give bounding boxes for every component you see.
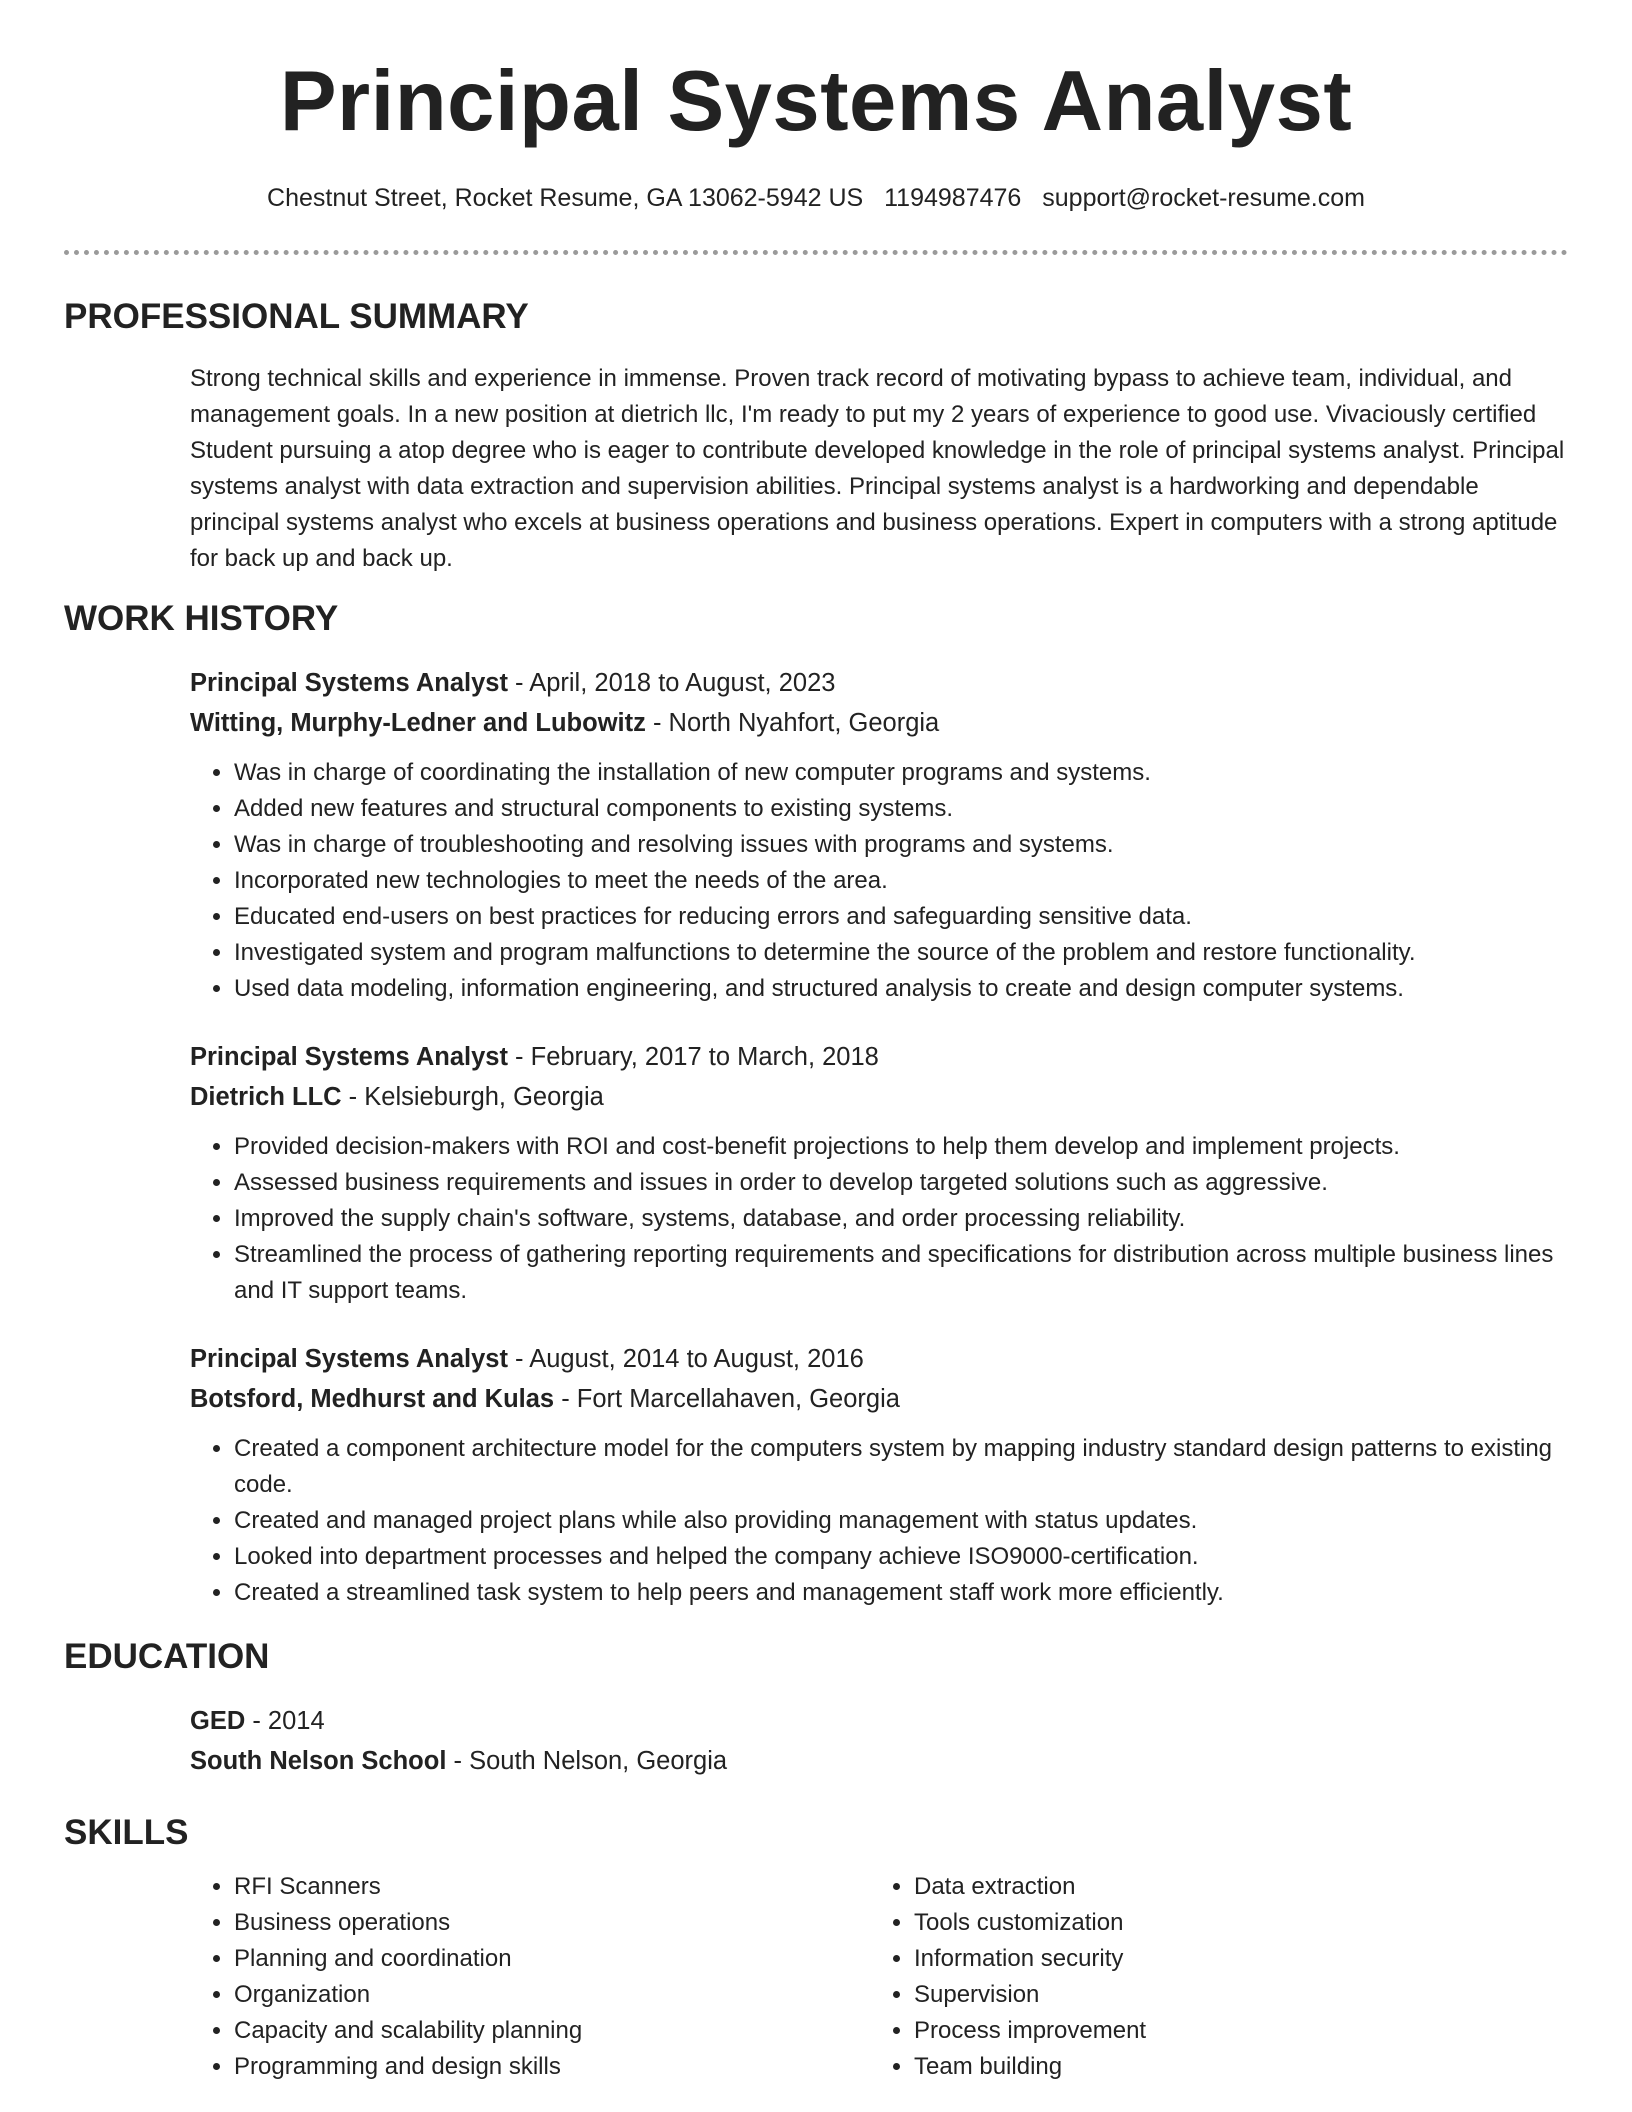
job-location: - Fort Marcellahaven, Georgia xyxy=(554,1385,900,1413)
job-bullets xyxy=(190,1129,1568,1309)
job-location: - North Nyahfort, Georgia xyxy=(645,709,940,737)
skills-column-left xyxy=(190,1869,870,2085)
skills-section xyxy=(64,1811,1568,2085)
job-bullet: • Incorporated new technologies to meet the needs of the area. xyxy=(234,863,1568,899)
job-bullet: • Improved the supply chain's software, systems, database, and order processing reliability. xyxy=(234,1201,1568,1237)
work-history-body xyxy=(64,663,1568,1611)
job-role: Principal Systems Analyst xyxy=(190,669,508,697)
job-bullet: • Was in charge of troubleshooting and resolving issues with programs and systems. xyxy=(234,827,1568,863)
skill-item: • Team building xyxy=(914,2049,1550,2085)
education-year: - 2014 xyxy=(245,1707,325,1735)
job-dates: - February, 2017 to March, 2018 xyxy=(507,1043,879,1071)
job-role: Principal Systems Analyst xyxy=(190,1345,508,1373)
job-company: Witting, Murphy-Ledner and Lubowitz xyxy=(190,709,646,737)
job-bullet: • Assessed business requirements and issues in order to develop targeted solutions such as aggressive. xyxy=(234,1165,1568,1201)
candidate-name: Principal Systems Analyst xyxy=(279,54,1353,149)
job-company: Dietrich LLC xyxy=(190,1083,342,1111)
skill-item: • Process improvement xyxy=(914,2013,1550,2049)
skill-item: • RFI Scanners xyxy=(234,1869,870,1905)
education-body xyxy=(64,1701,1568,1781)
education-section xyxy=(64,1635,1568,1781)
work-history-heading: WORK HISTORY xyxy=(64,599,339,638)
summary-body xyxy=(64,361,1568,577)
job-title-line xyxy=(190,1339,1568,1379)
job-role: Principal Systems Analyst xyxy=(190,1043,508,1071)
skills-heading: SKILLS xyxy=(64,1813,189,1852)
job-company-line xyxy=(190,1077,1568,1117)
job-bullet: • Added new features and structural components to existing systems. xyxy=(234,791,1568,827)
job-bullet: • Investigated system and program malfunctions to determine the source of the problem and restore functionality. xyxy=(234,935,1568,971)
skill-item: • Supervision xyxy=(914,1977,1550,2013)
education-degree-line xyxy=(190,1701,1568,1741)
education-location: - South Nelson, Georgia xyxy=(446,1747,728,1775)
skills-column-right xyxy=(870,1869,1550,2085)
skill-item: • Information security xyxy=(914,1941,1550,1977)
skill-item: • Capacity and scalability planning xyxy=(234,2013,870,2049)
job-entry xyxy=(190,663,1568,1007)
contact-email: support@rocket-resume.com xyxy=(1042,184,1365,212)
job-bullet: • Looked into department processes and helped the company achieve ISO9000-certification. xyxy=(234,1539,1568,1575)
job-bullet: • Educated end-users on best practices for reducing errors and safeguarding sensitive data. xyxy=(234,899,1568,935)
job-bullet: • Used data modeling, information engineering, and structured analysis to create and design computer systems. xyxy=(234,971,1568,1007)
job-company-line xyxy=(190,703,1568,743)
summary-heading: PROFESSIONAL SUMMARY xyxy=(64,297,529,336)
job-company-line xyxy=(190,1379,1568,1419)
contact-address: Chestnut Street, Rocket Resume, GA 13062-5942 US xyxy=(267,184,864,212)
job-title-line xyxy=(190,1037,1568,1077)
job-bullet: • Streamlined the process of gathering reporting requirements and specifications for distribution across multiple business lines and IT support teams. xyxy=(234,1237,1568,1309)
education-school-line xyxy=(190,1741,1568,1781)
skill-item: • Programming and design skills xyxy=(234,2049,870,2085)
job-bullets xyxy=(190,1431,1568,1611)
skill-item: • Planning and coordination xyxy=(234,1941,870,1977)
contact-line xyxy=(64,180,1568,216)
job-dates: - April, 2018 to August, 2023 xyxy=(507,669,836,697)
skill-item: • Data extraction xyxy=(914,1869,1550,1905)
skills-list-left xyxy=(190,1869,870,2085)
header-divider xyxy=(64,250,1568,255)
job-bullets xyxy=(190,755,1568,1007)
education-school: South Nelson School xyxy=(190,1747,447,1775)
skills-grid xyxy=(64,1869,1568,2085)
job-bullet: • Provided decision-makers with ROI and cost-benefit projections to help them develop and implement projects. xyxy=(234,1129,1568,1165)
job-title-line xyxy=(190,663,1568,703)
job-bullet: • Created and managed project plans while also providing management with status updates. xyxy=(234,1503,1568,1539)
job-company: Botsford, Medhurst and Kulas xyxy=(190,1385,555,1413)
job-bullet: • Created a component architecture model for the computers system by mapping industry standard design patterns to existing code. xyxy=(234,1431,1568,1503)
job-bullet: • Created a streamlined task system to help peers and management staff work more efficiently. xyxy=(234,1575,1568,1611)
skill-item: • Tools customization xyxy=(914,1905,1550,1941)
job-bullet: • Was in charge of coordinating the installation of new computer programs and systems. xyxy=(234,755,1568,791)
skill-item: • Business operations xyxy=(234,1905,870,1941)
education-heading: EDUCATION xyxy=(64,1637,270,1676)
skills-list-right xyxy=(870,1869,1550,2085)
skill-item: • Organization xyxy=(234,1977,870,2013)
job-entry xyxy=(190,1037,1568,1309)
job-location: - Kelsieburgh, Georgia xyxy=(341,1083,604,1111)
work-history-section xyxy=(64,597,1568,1611)
summary-section xyxy=(64,295,1568,577)
education-degree: GED xyxy=(190,1707,246,1735)
job-dates: - August, 2014 to August, 2016 xyxy=(507,1345,864,1373)
contact-phone: 1194987476 xyxy=(884,184,1022,212)
job-entry xyxy=(190,1339,1568,1611)
summary-text: Strong technical skills and experience in immense. Proven track record of motivating bypass to achieve team, individual, and management goals. In a new position at dietrich llc, I'm ready to put my 2 years of experience to good use. Vivaciously certified Student pursuing a atop degree who is eager to contribute developed knowledge in the role of principal systems analyst. Principal systems analyst with data extraction and supervision abilities. Principal systems analyst is a hardworking and dependable principal systems analyst who excels at business operations and business operations. Expert in computers with a strong aptitude for back up and back up. xyxy=(190,365,1565,572)
